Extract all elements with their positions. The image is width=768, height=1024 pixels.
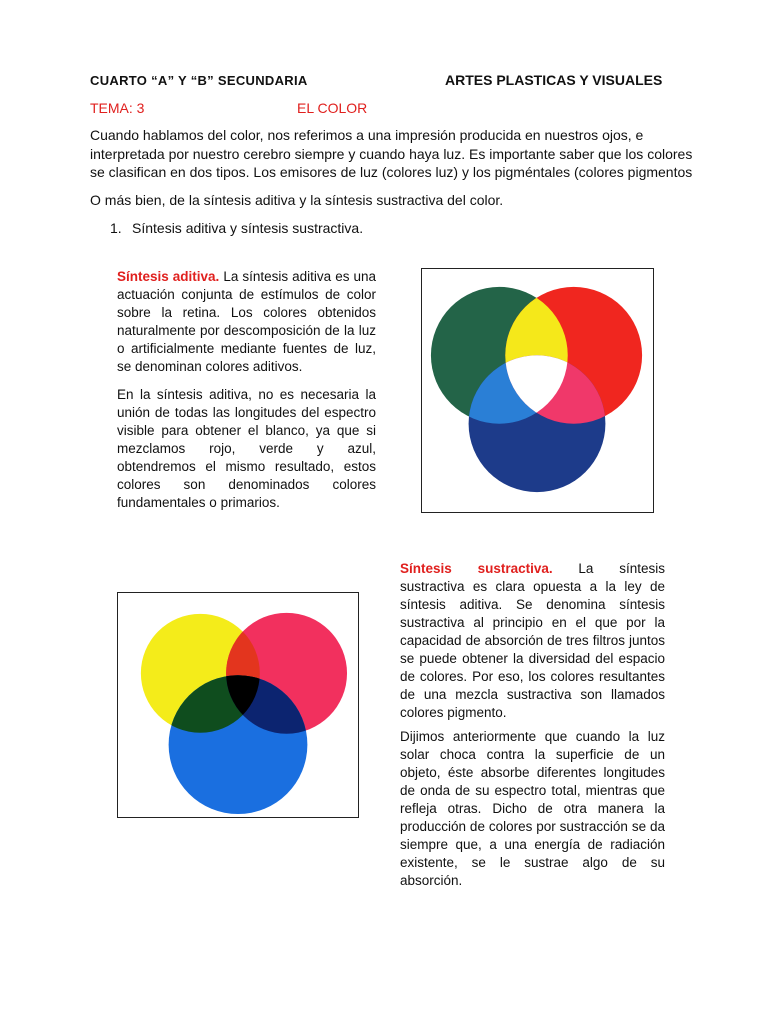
subject-header: ARTES PLASTICAS Y VISUALES	[445, 72, 663, 88]
additive-venn-diagram	[422, 269, 653, 512]
course-header: CUARTO “A” Y “B” SECUNDARIA	[90, 73, 308, 88]
intro-line: interpretada por nuestro cerebro siempre y cuando haya luz. Es importante saber que los colores	[90, 145, 693, 162]
aditiva-paragraph-2: En la síntesis aditiva, no es necesaria la unión de todas las longitudes del espectro visible para obtener el blanco, ya que si mezclamos rojo, verde y azul, obtendremos el mismo resultado, estos colores son denominados colores fundamentales o primarios.	[117, 387, 376, 510]
intro-second-paragraph: O más bien, de la síntesis aditiva y la síntesis sustractiva del color.	[90, 192, 504, 208]
tema-label: TEMA: 3	[90, 100, 145, 116]
additive-color-figure	[421, 268, 654, 513]
sustractiva-paragraph-2: Dijimos anteriormente que cuando la luz solar choca contra la superficie de un objeto, éste absorbe diferentes longitudes de onda de su espectro total, mientras que refleja otras. Dicho de otra manera la producción de colores por sustracción se da siempre que, a una energía de radiación existente, se le sustrae algo de su absorción.	[400, 729, 665, 888]
sustractiva-heading: Síntesis sustractiva.	[400, 561, 553, 576]
intro-line: Cuando hablamos del color, nos referimos a una impresión producida en nuestros ojos, e	[90, 127, 644, 143]
list-text: Síntesis aditiva y síntesis sustractiva.	[132, 220, 364, 236]
intro-line: se clasifican en dos tipos. Los emisores de luz (colores luz) y los pigméntales (colores pigmentos	[90, 164, 693, 180]
aditiva-paragraph-1	[117, 268, 376, 376]
aditiva-heading: Síntesis aditiva.	[117, 269, 220, 284]
subtractive-venn-diagram	[118, 593, 358, 817]
topic-title: EL COLOR	[297, 100, 368, 116]
aditiva-text-1: La síntesis aditiva es una actuación conjunta de estímulos de color sobre la retina. Los colores obtenidos naturalmente por descomposición de la luz o artificialmente mediante fuentes de luz, se denominan colores aditivos.	[117, 269, 376, 374]
intro-paragraph	[90, 126, 700, 182]
list-number: 1.	[110, 220, 122, 236]
sustractiva-paragraph-1	[400, 560, 665, 722]
list-item-1	[110, 220, 363, 236]
sustractiva-text-1: La síntesis sustractiva es clara opuesta a la ley de síntesis aditiva. Se denomina síntesis sustractiva al principio en el que por la capacidad de absorción de tres filtros juntos se puede obtener la diversidad del espacio de colores. Por eso, los colores resultantes de una mezcla sustractiva son llamados colores pigmento.	[400, 561, 665, 720]
subtractive-color-figure	[117, 592, 359, 818]
